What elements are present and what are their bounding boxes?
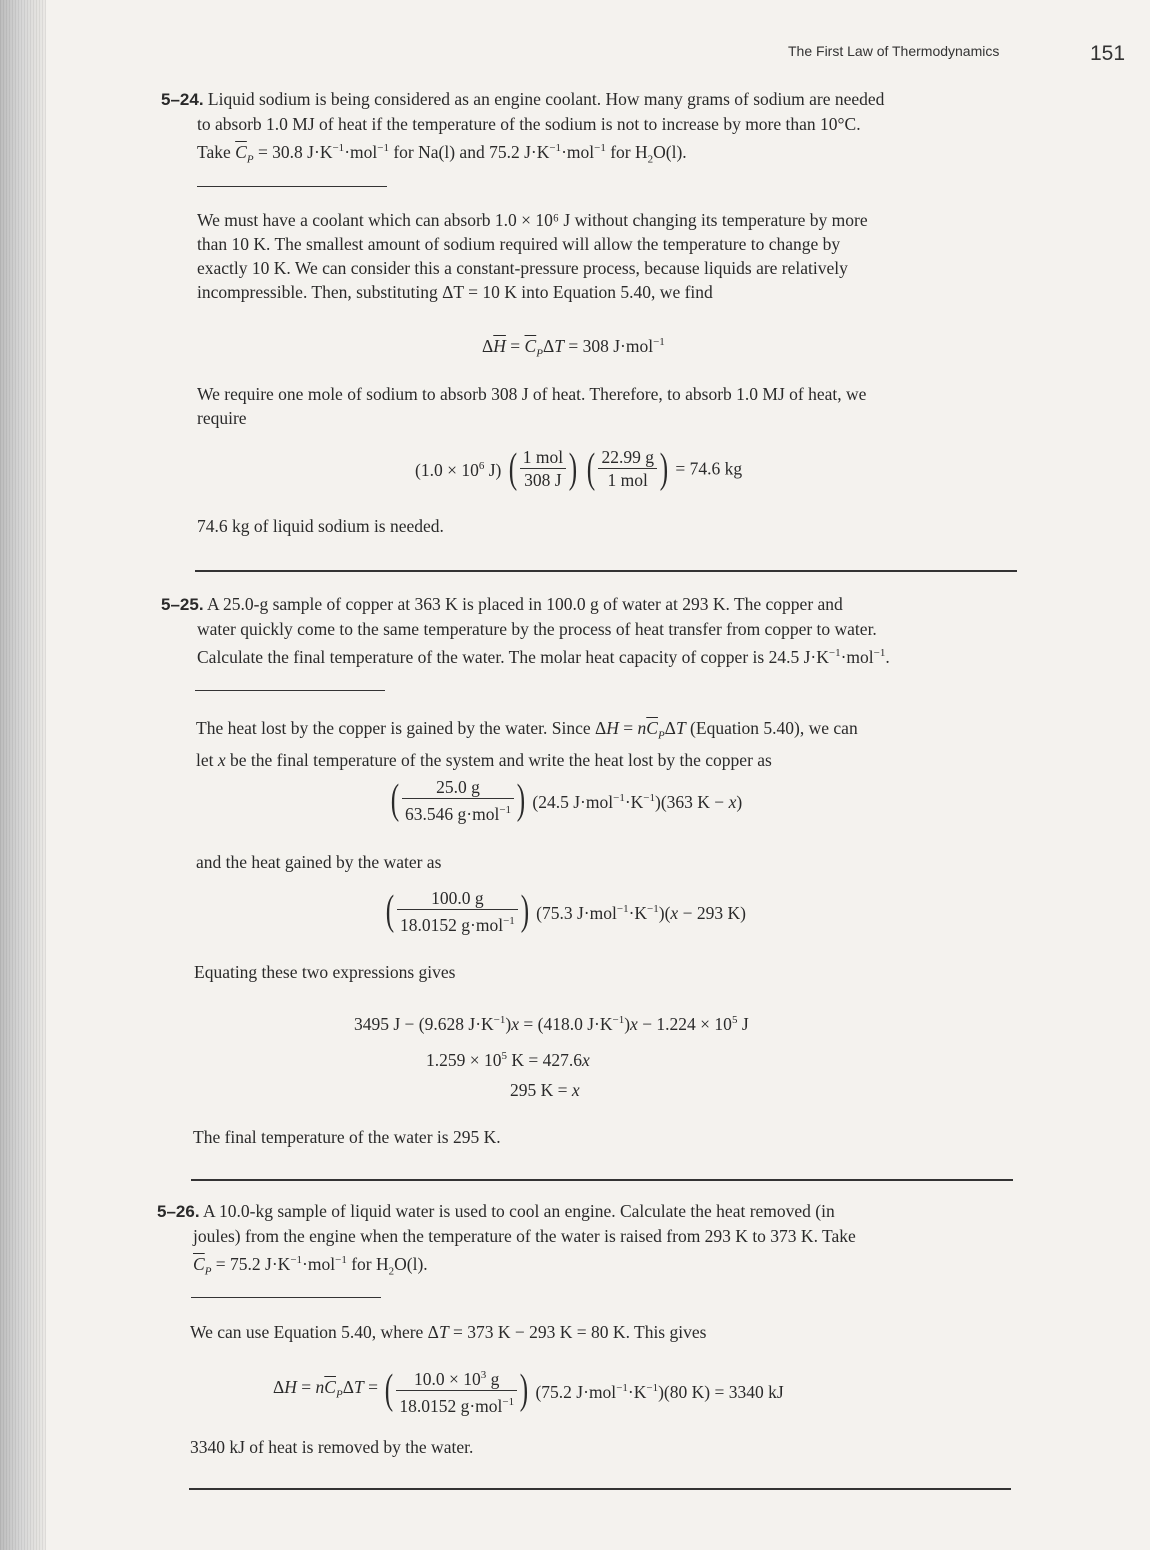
problem-text-line: to absorb 1.0 MJ of heat if the temperature of the sodium is not to increase by more than 10°C. xyxy=(197,114,861,134)
text-line: exactly 10 K. We can consider this a constant-pressure process, because liquids are relatively xyxy=(197,258,848,278)
problem-text-line: Calculate the final temperature of the water. The molar heat capacity of copper is 24.5 $J\cdot K^{-1}\cdot mol^{-1}$. xyxy=(197,646,890,667)
text-line: require xyxy=(197,408,247,428)
problem-text-line: A 25.0-g sample of copper at 363 K is placed in 100.0 g of water at 293 K. The copper and xyxy=(206,594,843,614)
conclusion-text: 3340 kJ of heat is removed by the water. xyxy=(190,1437,474,1457)
problem-number: 5–25. xyxy=(161,595,204,614)
text-line: We must have a coolant which can absorb 1.0 × 10⁶ J without changing its temperature by more xyxy=(197,210,868,230)
text-line: Equating these two expressions gives xyxy=(194,962,456,982)
section-divider xyxy=(191,1297,381,1298)
problem-text-line: water quickly come to the same temperature by the process of heat transfer from copper to water. xyxy=(197,619,877,639)
text-line: We can use Equation 5.40, where ΔT = 373 K − 293 K = 80 K. This gives xyxy=(190,1322,707,1342)
problem-text-line: $\overline{C}_P = 75.2$ $J\cdot K^{-1}\cdot mol^{-1}$ for $H_2O(l)$. xyxy=(193,1253,428,1278)
problem-separator xyxy=(195,570,1017,572)
text-line: incompressible. Then, substituting ΔT = 10 K into Equation 5.40, we find xyxy=(197,282,713,302)
problem-5-25-statement xyxy=(161,592,1026,669)
problem-separator xyxy=(191,1179,1013,1181)
problem-text-line: Liquid sodium is being considered as an engine coolant. How many grams of sodium are needed xyxy=(207,89,885,109)
text-line: and the heat gained by the water as xyxy=(196,852,442,872)
equation-line: 3495 J − (9.628 $J\cdot K^{-1})x = (418.0$ $J\cdot K^{-1})x - 1.224 \times 10^5$ J xyxy=(354,1013,749,1034)
problem-separator xyxy=(189,1488,1011,1490)
equation-delta-h: $\Delta\overline{H} = \overline{C}_P\Delta T = 308$ J·mol$^{-1}$ xyxy=(482,335,665,360)
conclusion-text: The final temperature of the water is 295 K. xyxy=(193,1127,501,1147)
problem-5-24-statement xyxy=(161,87,1026,171)
equation-line: $1.259 \times 10^5$ K = 427.6x xyxy=(426,1049,590,1070)
text-line: We require one mole of sodium to absorb 308 J of heat. Therefore, to absorb 1.0 MJ of heat, we xyxy=(197,384,867,404)
problem-number: 5–24. xyxy=(161,90,204,109)
equation-water-heat: ( $\frac{100.0 g}{18.0152 g\cdot mol^{-1}}$ ) (75.3 $J\cdot mol^{-1}\cdot K^{-1})(x - 293$ K) xyxy=(385,888,746,935)
problem-text-line: Take $\overline{C}_P = 30.8$ $J\cdot K^{-1}\cdot mol^{-1}$ for Na(l) and 75.2 $J\cdot K^{-1}\cdot mol^{-1}$ for $H_2O(l)$. xyxy=(197,141,687,166)
solution-paragraph xyxy=(196,716,1021,772)
book-binding-shadow xyxy=(0,0,46,1550)
section-divider xyxy=(197,186,387,187)
text-line: than 10 K. The smallest amount of sodium required will allow the temperature to change by xyxy=(197,234,841,254)
solution-paragraph xyxy=(197,382,1022,430)
equation-line: 295 K = x xyxy=(510,1080,580,1100)
equation-heat-removed: $\Delta H = n\overline{C}_P\Delta T$ = ( $\frac{10.0 \times 10^3 g}{18.0152 g\cdot mol^{-1}}$ ) (75.2 $J\cdot mol^{-1}\cdot K^{-1})(80$ K) = 3340 kJ xyxy=(273,1364,784,1417)
problem-text-line: A 10.0-kg sample of liquid water is used to cool an engine. Calculate the heat removed (in xyxy=(202,1201,835,1221)
page-number: 151 xyxy=(1090,42,1126,65)
section-divider xyxy=(195,690,385,691)
text-line: let x be the final temperature of the system and write the heat lost by the copper as xyxy=(196,749,772,770)
text-line: The heat lost by the copper is gained by the water. Since $\Delta H = n\overline{C}_P\Delta T$ (Equation 5.40), we can xyxy=(196,718,858,742)
equation-copper-heat: ( $\frac{25.0 g}{63.546 g\cdot mol^{-1}}$ ) (24.5 $J\cdot mol^{-1}\cdot K^{-1})(363$ K − x) xyxy=(390,777,743,824)
conclusion-text: 74.6 kg of liquid sodium is needed. xyxy=(197,516,444,536)
problem-5-26-statement xyxy=(157,1199,1022,1283)
equation-sodium-mass: ($1.0 \times 10^6$ J) ( $\frac{\text{1 mol}}{308 J}$ ) ( $\frac{22.99 g}{\text{1 mol}}$ ) = 74.6 kg xyxy=(415,445,743,492)
running-header: The First Law of Thermodynamics xyxy=(788,43,1000,59)
solution-paragraph xyxy=(197,208,1022,304)
problem-number: 5–26. xyxy=(157,1202,200,1221)
problem-text-line: joules) from the engine when the temperature of the water is raised from 293 K to 373 K. Take xyxy=(193,1226,856,1246)
